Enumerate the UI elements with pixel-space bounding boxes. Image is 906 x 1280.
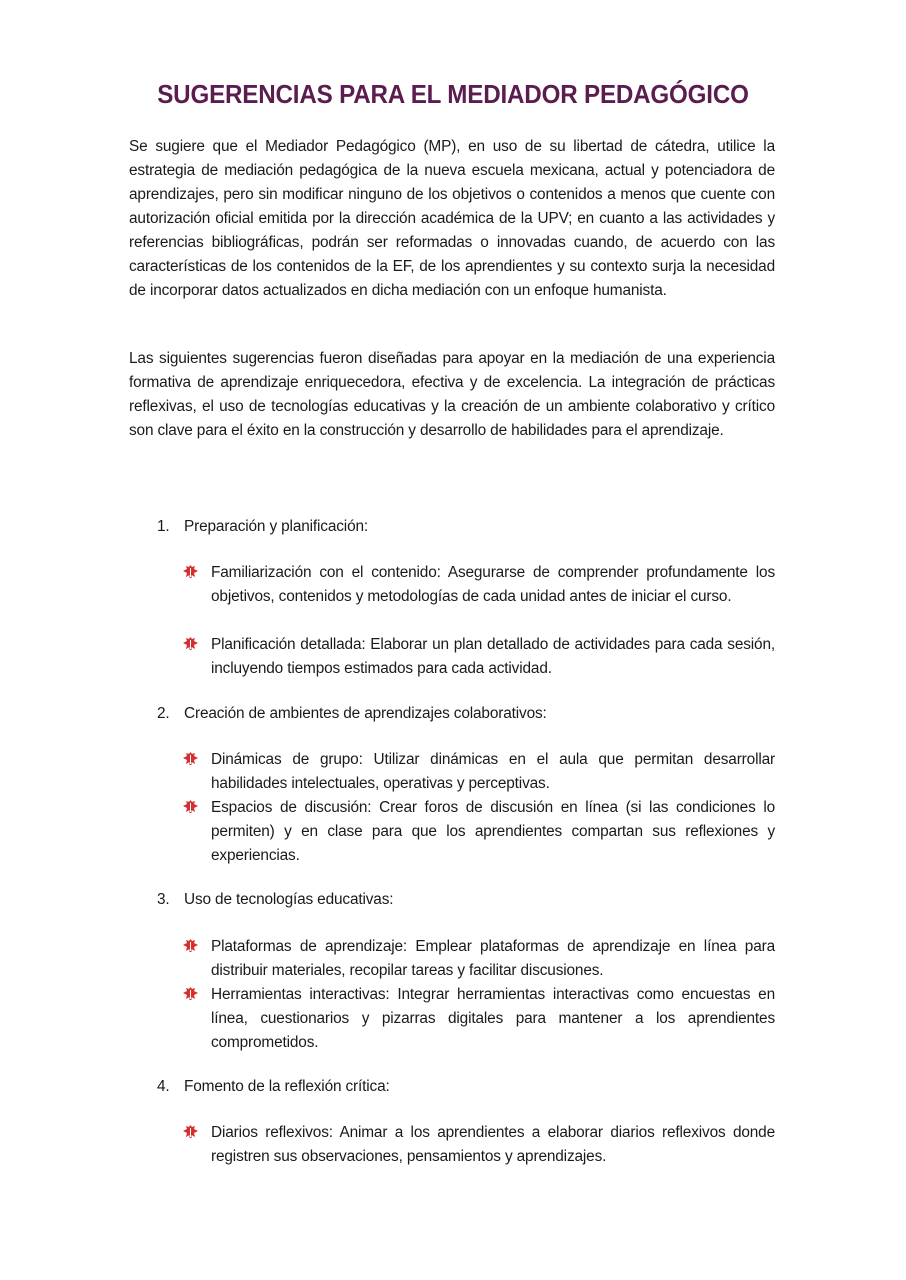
list-item [183,748,775,796]
list-item [183,561,775,609]
red-ornament-bullet-icon [183,748,211,796]
bullet-text: Espacios de discusión: Crear foros de discusión en línea (si las condiciones lo permiten) y en clase para que los aprendientes compartan sus reflexiones y experiencias. [211,799,775,864]
page-title: SUGERENCIAS PARA EL MEDIADOR PEDAGÓGICO [157,79,749,109]
section-number: 4. [157,1078,170,1095]
section-heading-text: Preparación y planificación: [184,518,369,535]
red-ornament-bullet-icon [183,561,211,609]
section-heading-text: Uso de tecnologías educativas: [184,891,394,908]
section-number: 3. [157,891,170,908]
list-item [183,935,775,983]
red-ornament-bullet-icon [183,935,211,983]
section-heading-2 [157,702,547,726]
bullet-text: Diarios reflexivos: Animar a los aprendientes a elaborar diarios reflexivos donde registren sus observaciones, pensamientos y aprendizajes. [211,1124,775,1165]
bullet-text: Familiarización con el contenido: Asegurarse de comprender profundamente los objetivos, contenidos y metodologías de cada unidad antes de iniciar el curso. [211,564,775,605]
red-ornament-bullet-icon [183,633,211,681]
red-ornament-bullet-icon [183,983,211,1055]
bullet-text: Planificación detallada: Elaborar un plan detallado de actividades para cada sesión, incluyendo tiempos estimados para cada actividad. [211,636,775,677]
section-number: 2. [157,705,170,722]
section-heading-4 [157,1075,390,1099]
bullet-text: Plataformas de aprendizaje: Emplear plataformas de aprendizaje en línea para distribuir materiales, recopilar tareas y facilitar discusiones. [211,938,775,979]
list-item [183,796,775,868]
section-heading-1 [157,515,368,539]
bullet-text: Herramientas interactivas: Integrar herramientas interactivas como encuestas en línea, cuestionarios y pizarras digitales para mantener a los aprendientes comprometidos. [211,986,775,1051]
section-number: 1. [157,518,170,535]
red-ornament-bullet-icon [183,1121,211,1169]
intro-paragraph: Se sugiere que el Mediador Pedagógico (MP), en uso de su libertad de cátedra, utilice la estrategia de mediación pedagógica de la nueva escuela mexicana, actual y potenciadora de aprendizajes, pero sin modificar ninguno de los objetivos o contenidos a menos que cuente con autorización oficial emitida por la dirección académica de la UPV; en cuanto a las actividades y referencias bibliográficas, podrán ser reformadas o innovadas cuando, de acuerdo con las características de los contenidos de la EF, de los aprendientes y su contexto surja la necesidad de incorporar datos actualizados en dicha mediación con un enfoque humanista. [129,138,775,299]
list-item [183,983,775,1055]
section-heading-3 [157,888,393,912]
bullet-text: Dinámicas de grupo: Utilizar dinámicas en el aula que permitan desarrollar habilidades intelectuales, operativas y perceptivas. [211,751,775,792]
purpose-paragraph: Las siguientes sugerencias fueron diseñadas para apoyar en la mediación de una experiencia formativa de aprendizaje enriquecedora, efectiva y de excelencia. La integración de prácticas reflexivas, el uso de tecnologías educativas y la creación de un ambiente colaborativo y crítico son clave para el éxito en la construcción y desarrollo de habilidades para el aprendizaje. [129,350,775,439]
list-item [183,1121,775,1169]
list-item [183,633,775,681]
red-ornament-bullet-icon [183,796,211,868]
section-heading-text: Creación de ambientes de aprendizajes colaborativos: [184,705,547,722]
section-heading-text: Fomento de la reflexión crítica: [184,1078,390,1095]
